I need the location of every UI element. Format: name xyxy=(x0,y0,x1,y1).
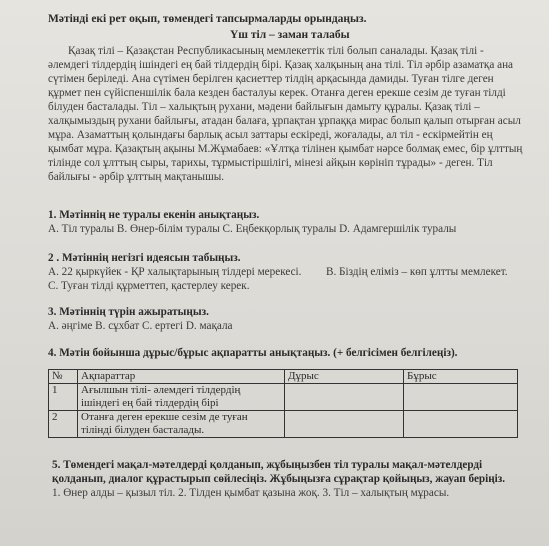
question-4: 4. Мәтін бойынша дұрыс/бұрыс ақпаратты анықтаңыз. (+ белгісімен белгілеңіз). xyxy=(48,347,458,359)
table-row xyxy=(49,384,518,411)
statement-line: Отанға деген ерекше сезім де туған xyxy=(81,411,248,423)
true-false-table xyxy=(48,369,518,438)
paragraph-line: білуден басталады. Тіл – халықтың рухани, мәдени байлығын дамыту құралы. Қазақ тілі – xyxy=(48,101,480,113)
paragraph-line: сүтімен беріледі. Ана сүтімен берілген қасиеттер тілдің арқасында дамиды. Туған тілге деген xyxy=(48,73,494,85)
question-5-proverbs: 1. Өнер алды – қызыл тіл. 2. Тілден қымбат қазына жоқ. 3. Тіл – халықтың мұрасы. xyxy=(52,487,450,499)
paragraph-line: байлығы - әрбір ұлттың мақтанышы. xyxy=(48,171,225,183)
row-number: 1 xyxy=(49,384,78,411)
header-number: № xyxy=(49,370,78,384)
question-5-line-1: 5. Төмендегі мақал-мәтелдерді қолданып, жұбыңызбен тіл туралы мақал-мәтелдерді xyxy=(52,459,483,471)
question-1: 1. Мәтіннің не туралы екенін анықтаңыз. xyxy=(48,209,260,221)
row-number: 2 xyxy=(49,411,78,438)
paragraph-line: мұра. Азаматтың қолындағы барлық асыл заттары ескіреді, жоғалады, ал тіл - ескірмейтін ең xyxy=(48,129,493,141)
paragraph-line: Қазақ тілі – Қазақстан Республикасының мемлекеттік тілі болып саналады. Қазақ тілі - xyxy=(68,45,484,57)
question-2-option-a: А. 22 қыркүйек - ҚР халықтарының тілдері мерекесі. xyxy=(48,266,302,278)
paragraph-line: құрмет пен сүйіспеншілік бала кезден басталуы керек. Отанға деген ерекше сезім де туған тілді xyxy=(48,87,506,99)
question-1-options: А. Тіл туралы В. Өнер-білім туралы С. Еңбекқорлық туралы D. Адамгершілік туралы xyxy=(48,223,457,235)
true-answer-cell[interactable] xyxy=(285,384,404,411)
paragraph-line: қымбат мұра. Қазақтың ақыны М.Жұмабаев: «Ұлтқа тілінен қымбат нәрсе болмақ емес, бір ұлттың xyxy=(48,143,523,155)
question-2: 2 . Мәтіннің негізгі идеясын табыңыз. xyxy=(48,252,241,264)
text-title: Үш тіл – заман талабы xyxy=(230,29,350,41)
table-header-row xyxy=(49,370,518,384)
question-2-option-c: С. Туған тілді құрметтеп, қастерлеу керек. xyxy=(48,280,250,292)
statement-line: ішіндегі ең бай тілдердің бірі xyxy=(81,397,219,409)
false-answer-cell[interactable] xyxy=(404,411,518,438)
header-false: Бұрыс xyxy=(404,370,518,384)
header-true: Дұрыс xyxy=(285,370,404,384)
true-answer-cell[interactable] xyxy=(285,411,404,438)
row-statement xyxy=(78,411,285,438)
question-5-line-2: қолданып, диалог құрастырып сөйлесіңіз. Жұбыңызға сұрақтар қойыңыз, жауап беріңіз. xyxy=(52,473,506,485)
question-3: 3. Мәтіннің түрін ажыратыңыз. xyxy=(48,306,209,318)
statement-line: тілінді білуден басталады. xyxy=(81,424,205,436)
paragraph-line: тілінде сол ұлттың сыры, тарихы, тұрмыстіршілігі, мінезі айқын көрініп тұрады» - деген. Тіл xyxy=(48,157,493,169)
paragraph-line: халқымыздың рухани байлығы, атадан балаға, ұрпақтан ұрпаққа мирас болып қалып отырған асыл xyxy=(48,115,521,127)
row-statement xyxy=(78,384,285,411)
false-answer-cell[interactable] xyxy=(404,384,518,411)
table-row xyxy=(49,411,518,438)
question-3-options: А. әңгіме В. сұхбат С. ертегі D. мақала xyxy=(48,320,233,332)
question-2-option-b: В. Біздің еліміз – көп ұлтты мемлекет. xyxy=(326,266,508,278)
header-statements: Ақпараттар xyxy=(78,370,285,384)
paragraph-line: әлемдегі тілдердің ішіндегі ең бай тілдердің бірі. Қазақ халқының ана тілі. Тіл әрбір азаматқа ана xyxy=(48,59,514,71)
instruction-heading: Мәтінді екі рет оқып, төмендегі тапсырмаларды орындаңыз. xyxy=(48,13,367,25)
statement-line: Ағылшын тілі- әлемдегі тілдердің xyxy=(81,384,241,396)
